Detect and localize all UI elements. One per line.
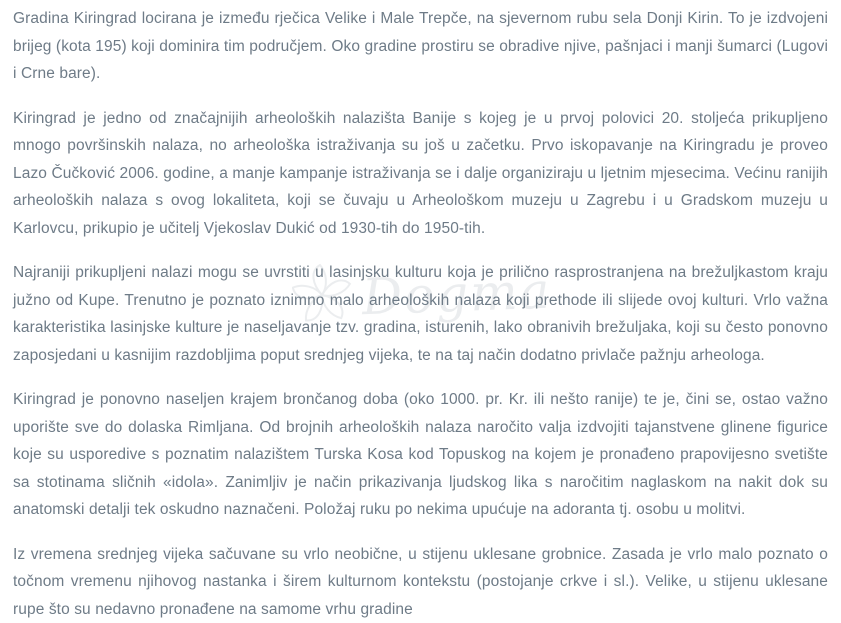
paragraph-location: Gradina Kiringrad locirana je između rječica Velike i Male Trepče, na sjevernom rubu sela Donji Kirin. To je izdvojeni brijeg (kota 195) koji dominira tim područjem. Oko gradine prostiru se obradive njive, pašnjaci i manji šumarci (Lugovi i Crne bare). (13, 10, 828, 82)
paragraph-medieval-tombs: Iz vremena srednjeg vijeka sačuvane su vrlo neobične, u stijenu uklesane grobnice. Zasada je vrlo malo poznato o točnom vremenu njihovog nastanka i širem kulturnom kontekstu (postojanje crkve i sl.). Velike, u stijenu uklesane rupe što su nedavno pronađene na samome vrhu gradine (13, 545, 828, 618)
paragraph-excavation-history: Kiringrad je jedno od značajnijih arheoloških nalazišta Banije s kojeg je u prvoj polovici 20. stoljeća prikupljeno mnogo površinskih nalaza, no arheološka istraživanja su još u začetku. Prvo iskopavanje na Kiringradu je proveo Lazo Čučković 2006. godine, a manje kampanje istraživanja se i dalje organiziraju u ljetnim mjesecima. Većinu ranijih arheoloških nalaza s ovog lokaliteta, koji se čuvaju u Arheološkom muzeju u Zagrebu i u Gradskom muzeju u Karlovcu, prikupio je učitelj Vjekoslav Dukić od 1930-tih do 1950-tih. (13, 109, 828, 237)
paragraph-bronze-age: Kiringrad je ponovno naseljen krajem brončanog doba (oko 1000. pr. Kr. ili nešto ranije) te je, čini se, ostao važno uporište sve do dolaska Rimljana. Od brojnih arheoloških nalaza naročito valja izdvojiti tajanstvene glinene figurice koje su usporedive s poznatim nalazištem Turska Kosa kod Topuskog na kojem je pronađeno prapovijesno svetište sa stotinama sličnih «idola». Zanimljiv je način prikazivanja ljudskog lika s naročitim naglaskom na nakit dok su anatomski detalji tek oskudno naznačeni. Položaj ruku po nekima upućuje na adoranta tj. osobu u molitvi. (13, 391, 828, 518)
paragraph-lasinja-culture: Najraniji prikupljeni nalazi mogu se uvrstiti u lasinjsku kulturu koja je prilično rasprostranjena na brežuljkastom kraju južno od Kupe. Trenutno je poznato iznimno malo arheoloških nalaza koji prethode ili slijede ovoj kulturi. Vrlo važna karakteristika lasinjske kulture je naseljavanje tzv. gradina, isturenih, lako obranivih brežuljaka, koji su često ponovno zaposjedani u kasnijim razdobljima poput srednjeg vijeka, te na taj način dodatno privlače pažnju arheologa. (13, 264, 828, 364)
watermark-text: Dogma (361, 261, 553, 327)
article-body (13, 5, 828, 623)
